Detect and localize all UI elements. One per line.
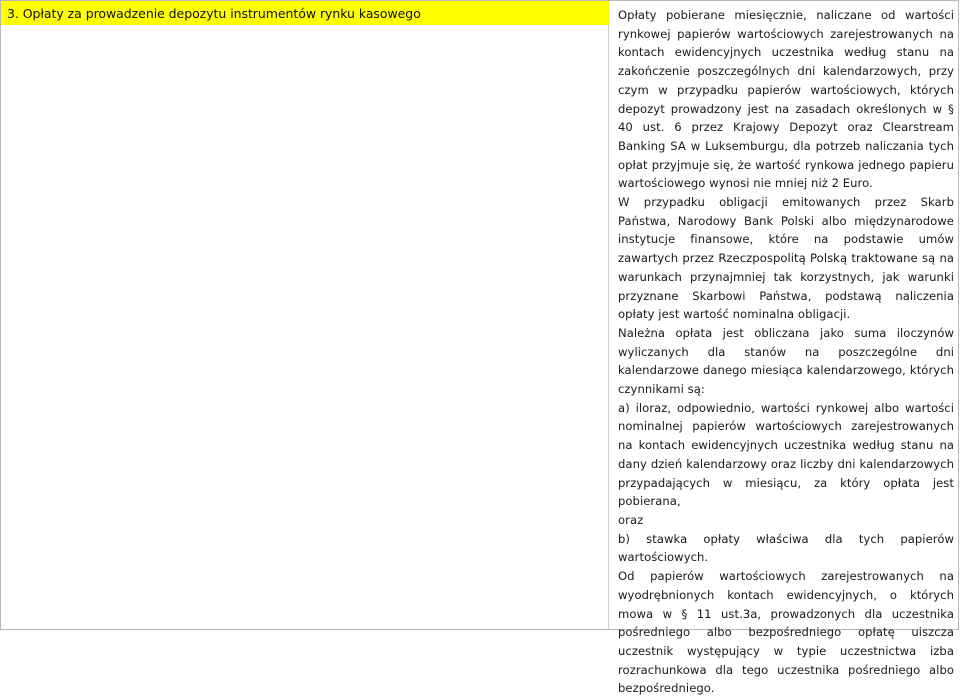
table-left-cell xyxy=(1,1,609,629)
list-item-a: a) iloraz, odpowiednio, wartości rynkowej albo wartości nominalnej papierów wartościowych zarejestrowanych na kontach ewidencyjnych uczestnika według stanu na dany dzień kalendarzowy oraz liczby dni kalendarzowych przypadających w miesiącu, za który opłata jest pobierana, xyxy=(618,400,954,509)
paragraph-fee-basis: Opłaty pobierane miesięcznie, naliczane od wartości rynkowej papierów wartościowych zarejestrowanych na kontach ewidencyjnych uczestnika według stanu na zakończenie poszczególnych dni kalendarzowych, przy czym w przypadku papierów wartościowych, których depozyt prowadzony jest na zasadach określonych w § 40 ust. 6 przez Krajowy Depozyt oraz Clearstream Banking SA w Luksemburgu, dla potrzeb naliczania tych opłat przyjmuje się, że wartość rynkowa jednego papieru wartościowego wynosi nie mniej niż 2 Euro. xyxy=(618,8,954,191)
section-title: 3. Opłaty za prowadzenie depozytu instrumentów rynku kasowego xyxy=(7,6,421,21)
connector-oraz: oraz xyxy=(618,512,644,527)
paragraph-fee-calculation: Należna opłata jest obliczana jako suma iloczynów wyliczanych dla stanów na poszczególne dni kalendarzowe danego miesiąca kalendarzowego, których czynnikami są: xyxy=(618,325,954,397)
list-item-b: b) stawka opłaty właściwa dla tych papierów wartościowych. xyxy=(618,531,954,565)
paragraph-separate-accounts: Od papierów wartościowych zarejestrowanych na wyodrębnionych kontach ewidencyjnych, o których mowa w § 11 ust.3a, prowadzonych dla uczestnika pośredniego albo bezpośredniego opłatę uiszcza uczestnik występujący w typie uczestnictwa izba rozrachunkowa dla tego uczestnika pośredniego albo bezpośredniego. xyxy=(618,569,954,696)
table-right-cell xyxy=(609,1,958,696)
paragraph-treasury-bonds: W przypadku obligacji emitowanych przez Skarb Państwa, Narodowy Bank Polski albo międzynarodowe instytucje finansowe, które na podstawie umów zawartych przez Rzeczpospolitą Polską traktowane są na warunkach przynajmniej tak korzystnych, jak warunki przyznane Skarbowi Państwa, podstawą naliczenia opłaty jest wartość nominalna obligacji. xyxy=(618,195,954,322)
